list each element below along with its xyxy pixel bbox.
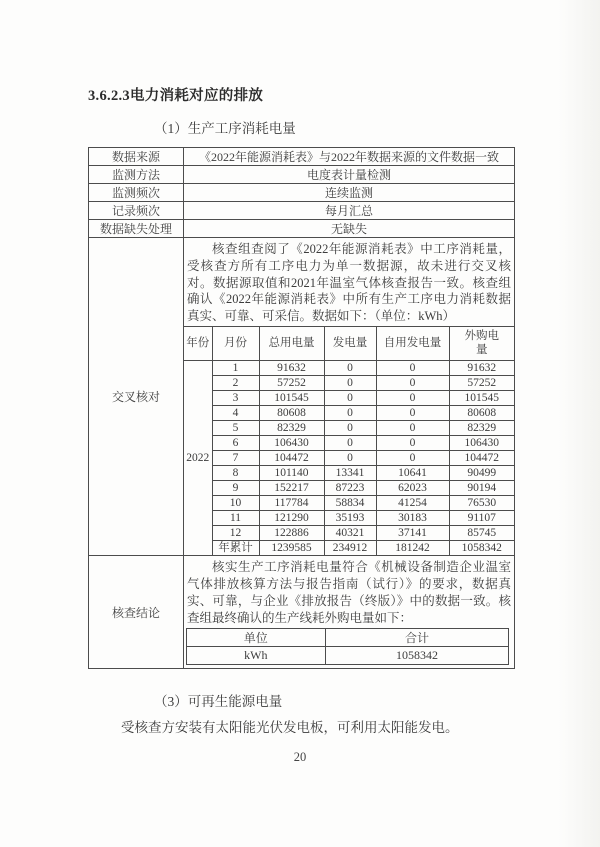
- annual-generated: 234912: [324, 540, 376, 555]
- cell-self_used: 0: [376, 450, 449, 465]
- conclusion-paragraph: 核实生产工序消耗电量符合《机械设备制造企业温室气体排放核算方法与报告指南（试行）》的要求，数据真实、可靠，与企业《排放报告（终版）》中的数据一致。核查组最终确认的生产线耗外购电量如下：: [187, 560, 511, 625]
- cell-generated: 58834: [324, 495, 376, 510]
- cell-self_used: 0: [376, 420, 449, 435]
- cell-month: 1: [212, 360, 259, 375]
- monthly-row: [184, 480, 514, 495]
- conclusion-label: 核查结论: [89, 556, 184, 668]
- summary-header-total: 合计: [325, 628, 509, 646]
- cell-month: 9: [212, 480, 259, 495]
- cell-generated: 40321: [324, 525, 376, 540]
- monthly-row: [184, 510, 514, 525]
- cell-total: 122886: [259, 525, 324, 540]
- summary-value-row: [187, 646, 509, 664]
- row-value: 无缺失: [184, 220, 515, 238]
- cell-purchased: 90499: [449, 465, 514, 480]
- cell-purchased: 76530: [449, 495, 514, 510]
- cell-total: 57252: [259, 375, 324, 390]
- col-header-month: 月份: [212, 326, 259, 360]
- cell-month: 7: [212, 450, 259, 465]
- cell-generated: 87223: [324, 480, 376, 495]
- cell-generated: 0: [324, 405, 376, 420]
- summary-total-value: 1058342: [325, 646, 509, 664]
- cell-month: 2: [212, 375, 259, 390]
- cell-month: 11: [212, 510, 259, 525]
- cell-month: 4: [212, 405, 259, 420]
- table-row: [89, 202, 515, 220]
- cell-total: 82329: [259, 420, 324, 435]
- cell-month: 3: [212, 390, 259, 405]
- purchased-total-table: [186, 628, 509, 665]
- year-cell: 2022: [184, 360, 212, 555]
- table-row: [89, 220, 515, 238]
- info-table: [88, 147, 515, 669]
- col-header-generated: 发电量: [324, 326, 376, 360]
- cell-purchased: 80608: [449, 405, 514, 420]
- cell-self_used: 0: [376, 390, 449, 405]
- row-value: 每月汇总: [184, 202, 515, 220]
- row-label: 数据缺失处理: [89, 220, 184, 238]
- cell-purchased: 57252: [449, 375, 514, 390]
- monthly-row: [184, 360, 514, 375]
- monthly-row: [184, 435, 514, 450]
- monthly-row: [184, 420, 514, 435]
- monthly-row: [184, 405, 514, 420]
- annual-total-row: [184, 540, 514, 555]
- annual-total: 1239585: [259, 540, 324, 555]
- monthly-row: [184, 375, 514, 390]
- monthly-row: [184, 450, 514, 465]
- cell-self_used: 0: [376, 405, 449, 420]
- col-header-purchased: 外购电量: [449, 326, 514, 360]
- col-header-self-used: 自用发电量: [376, 326, 449, 360]
- cross-check-label: 交叉核对: [89, 238, 184, 556]
- cell-month: 5: [212, 420, 259, 435]
- monthly-row: [184, 495, 514, 510]
- cell-generated: 0: [324, 360, 376, 375]
- summary-unit-value: kWh: [187, 646, 326, 664]
- subsection1-heading: （1）生产工序消耗电量: [154, 121, 296, 136]
- section-heading: 3.6.2.3电力消耗对应的排放: [88, 88, 264, 104]
- cell-self_used: 37141: [376, 525, 449, 540]
- summary-header-row: [187, 628, 509, 646]
- cell-total: 101545: [259, 390, 324, 405]
- row-value: 《2022年能源消耗表》与2022年数据来源的文件数据一致: [184, 148, 515, 166]
- cell-total: 121290: [259, 510, 324, 525]
- monthly-electricity-table: [184, 326, 514, 556]
- cell-month: 6: [212, 435, 259, 450]
- cell-self_used: 0: [376, 375, 449, 390]
- cell-month: 12: [212, 525, 259, 540]
- table-row: [89, 184, 515, 202]
- col-header-total: 总用电量: [259, 326, 324, 360]
- cell-total: 80608: [259, 405, 324, 420]
- cell-self_used: 62023: [376, 480, 449, 495]
- cross-check-row: [89, 238, 515, 556]
- row-label: 记录频次: [89, 202, 184, 220]
- cell-total: 101140: [259, 465, 324, 480]
- annual-label: 年累计: [212, 540, 259, 555]
- cell-self_used: 0: [376, 435, 449, 450]
- row-label: 监测方法: [89, 166, 184, 184]
- cell-month: 10: [212, 495, 259, 510]
- cell-purchased: 104472: [449, 450, 514, 465]
- cell-generated: 0: [324, 375, 376, 390]
- conclusion-row: [89, 556, 515, 668]
- subsection3-body: 受核查方安装有太阳能光伏发电板，可利用太阳能发电。: [121, 720, 459, 735]
- cell-generated: 0: [324, 390, 376, 405]
- row-label: 数据来源: [89, 148, 184, 166]
- cell-self_used: 10641: [376, 465, 449, 480]
- table-row: [89, 148, 515, 166]
- cell-generated: 13341: [324, 465, 376, 480]
- cell-generated: 35193: [324, 510, 376, 525]
- cell-self_used: 30183: [376, 510, 449, 525]
- cell-generated: 0: [324, 450, 376, 465]
- cell-purchased: 91632: [449, 360, 514, 375]
- cell-purchased: 85745: [449, 525, 514, 540]
- cell-month: 8: [212, 465, 259, 480]
- monthly-row: [184, 525, 514, 540]
- table-row: [89, 166, 515, 184]
- monthly-row: [184, 465, 514, 480]
- cell-total: 91632: [259, 360, 324, 375]
- cell-total: 117784: [259, 495, 324, 510]
- page-number: 20: [293, 750, 307, 764]
- cell-purchased: 106430: [449, 435, 514, 450]
- cross-check-paragraph: 核查组查阅了《2022年能源消耗表》中工序消耗量，受核查方所有工序电力为单一数据源，故未进行交叉核对。数据源取值和2021年温室气体核查报告一致。核查组确认《2022年能源消耗表》中所有生产工序电力消耗数据真实、可靠、可采信。数据如下：（单位：kWh）: [187, 242, 511, 324]
- annual-self_used: 181242: [376, 540, 449, 555]
- annual-purchased: 1058342: [449, 540, 514, 555]
- cell-generated: 0: [324, 420, 376, 435]
- monthly-table-body: [184, 360, 514, 555]
- monthly-header-row: [184, 326, 514, 360]
- cell-total: 106430: [259, 435, 324, 450]
- row-value: 电度表计量检测: [184, 166, 515, 184]
- cell-purchased: 82329: [449, 420, 514, 435]
- cell-purchased: 90194: [449, 480, 514, 495]
- subsection3-heading: （3）可再生能源电量: [154, 694, 283, 709]
- summary-header-unit: 单位: [187, 628, 326, 646]
- cell-purchased: 101545: [449, 390, 514, 405]
- col-header-year: 年份: [184, 326, 212, 360]
- cell-purchased: 91107: [449, 510, 514, 525]
- row-label: 监测频次: [89, 184, 184, 202]
- cell-total: 152217: [259, 480, 324, 495]
- cell-generated: 0: [324, 435, 376, 450]
- monthly-row: [184, 390, 514, 405]
- cell-self_used: 0: [376, 360, 449, 375]
- cell-self_used: 41254: [376, 495, 449, 510]
- cell-total: 104472: [259, 450, 324, 465]
- row-value: 连续监测: [184, 184, 515, 202]
